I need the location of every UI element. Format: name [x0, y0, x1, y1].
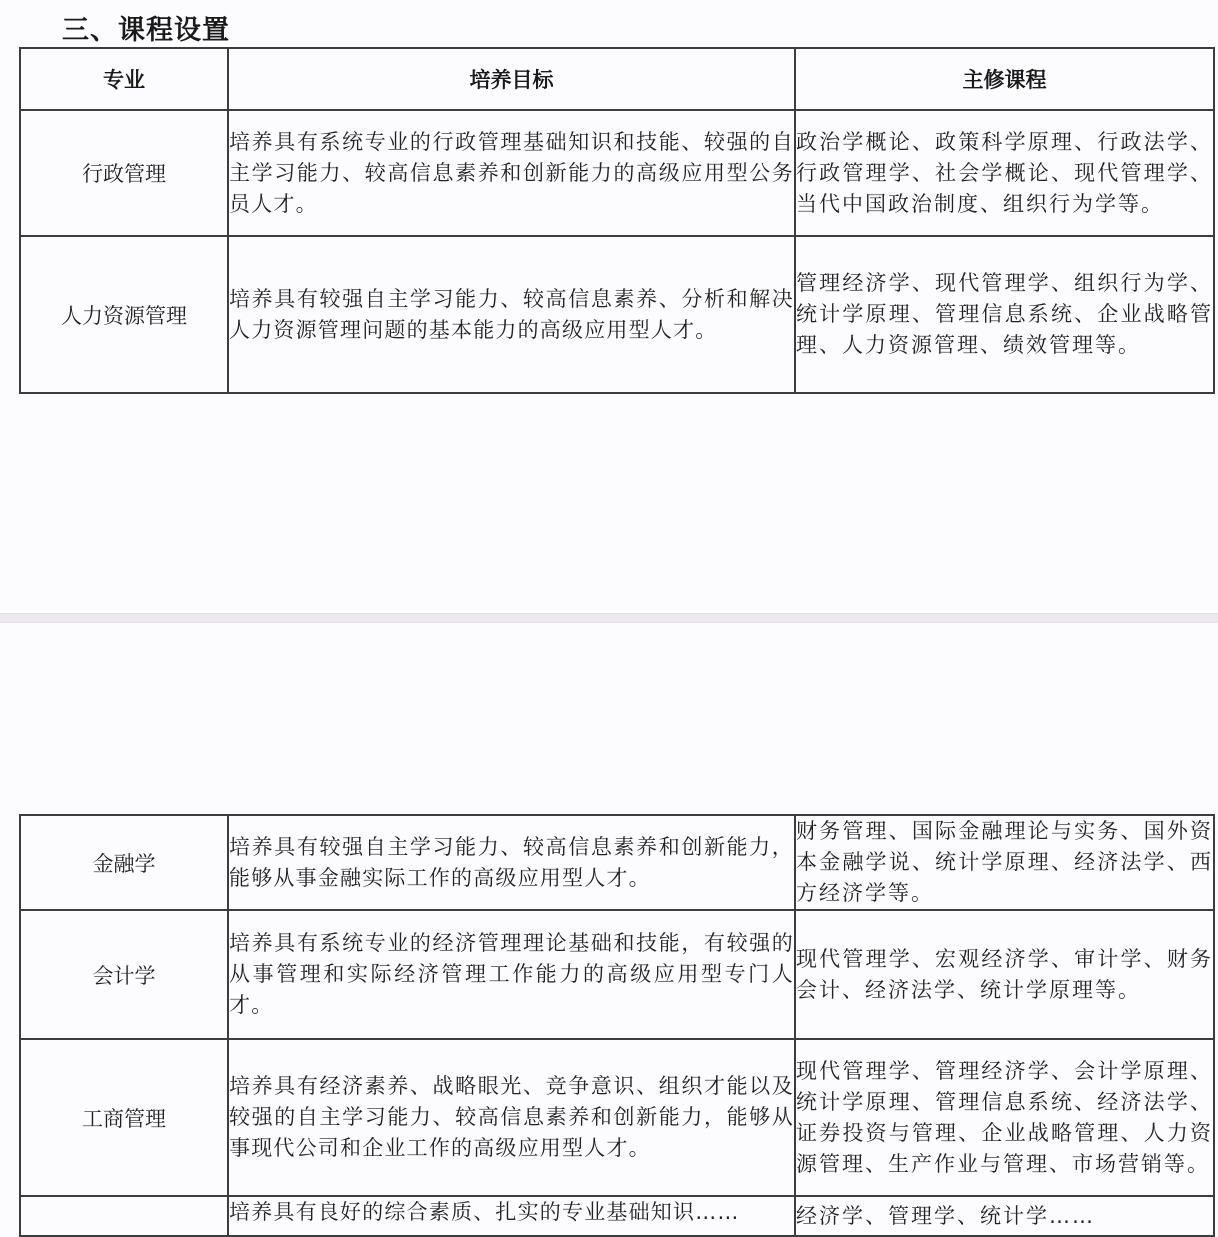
cell-goal: 培养具有系统专业的行政管理基础知识和技能、较强的自主学习能力、较高信息素养和创新能力的高级应用型公务员人才。: [228, 110, 795, 236]
header-courses: 主修课程: [795, 48, 1214, 110]
table-row: [20, 910, 1214, 1039]
cell-major: [20, 1196, 228, 1236]
cell-goal: 培养具有系统专业的经济管理理论基础和技能，有较强的从事管理和实际经济管理工作能力的高级应用型专门人才。: [228, 910, 795, 1039]
cell-major: 金融学: [20, 815, 228, 910]
cell-courses: 财务管理、国际金融理论与实务、国外资本金融学说、统计学原理、经济法学、西方经济学等。: [795, 815, 1214, 910]
cell-major: 工商管理: [20, 1039, 228, 1196]
page-divider: [0, 613, 1218, 623]
cell-major: 会计学: [20, 910, 228, 1039]
cell-goal: 培养具有较强自主学习能力、较高信息素养和创新能力，能够从事金融实际工作的高级应用型人才。: [228, 815, 795, 910]
course-table-page2: [19, 814, 1215, 1237]
cell-courses: 经济学、管理学、统计学……: [795, 1196, 1214, 1236]
table-row: [20, 110, 1214, 236]
section-title: 三、课程设置: [62, 15, 230, 46]
table-row-partial: [20, 1196, 1214, 1236]
cell-major: 行政管理: [20, 110, 228, 236]
table-header-row: [20, 48, 1214, 110]
course-table-page1: [19, 47, 1215, 394]
cell-goal: 培养具有较强自主学习能力、较高信息素养、分析和解决人力资源管理问题的基本能力的高级应用型人才。: [228, 236, 795, 393]
table-row: [20, 236, 1214, 393]
table-row: [20, 815, 1214, 910]
cell-goal: 培养具有经济素养、战略眼光、竞争意识、组织才能以及较强的自主学习能力、较高信息素养和创新能力，能够从事现代公司和企业工作的高级应用型人才。: [228, 1039, 795, 1196]
cell-courses: 现代管理学、宏观经济学、审计学、财务会计、经济法学、统计学原理等。: [795, 910, 1214, 1039]
cell-courses: 现代管理学、管理经济学、会计学原理、统计学原理、管理信息系统、经济法学、证券投资与管理、企业战略管理、人力资源管理、生产作业与管理、市场营销等。: [795, 1039, 1214, 1196]
header-major: 专业: [20, 48, 228, 110]
cell-goal: 培养具有良好的综合素质、扎实的专业基础知识……: [228, 1196, 795, 1236]
cell-major: 人力资源管理: [20, 236, 228, 393]
cell-courses: 政治学概论、政策科学原理、行政法学、行政管理学、社会学概论、现代管理学、当代中国政治制度、组织行为学等。: [795, 110, 1214, 236]
header-goal: 培养目标: [228, 48, 795, 110]
cell-courses: 管理经济学、现代管理学、组织行为学、统计学原理、管理信息系统、企业战略管理、人力资源管理、绩效管理等。: [795, 236, 1214, 393]
table-row: [20, 1039, 1214, 1196]
